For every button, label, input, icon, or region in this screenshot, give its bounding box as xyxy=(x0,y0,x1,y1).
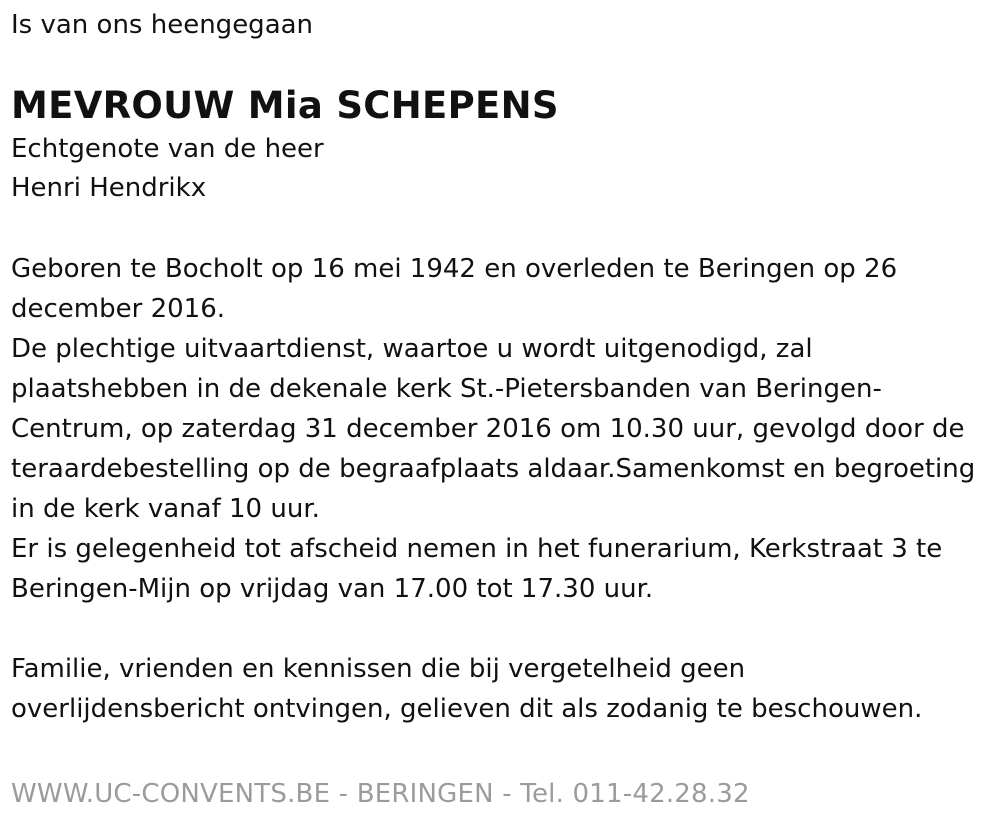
spouse-line-1: Echtgenote van de heer xyxy=(11,134,324,164)
footer-contact: WWW.UC-CONVENTS.BE - BERINGEN - Tel. 011-42.28.32 xyxy=(11,779,750,809)
death-notice xyxy=(11,0,986,729)
spouse-block xyxy=(11,130,986,208)
farewell-paragraph: Er is gelegenheid tot afscheid nemen in het funerarium, Kerkstraat 3 te Beringen-Mijn op vrijdag van 17.00 tot 17.30 uur. xyxy=(11,534,943,604)
funeral-service-paragraph: De plechtige uitvaartdienst, waartoe u wordt uitgenodigd, zal plaatshebben in de dekenale kerk St.-Pietersbanden van Beringen-Centrum, op zaterdag 31 december 2016 om 10.30 uur, gevolgd door de teraardebestelling op de begraafplaats aldaar.Samenkomst en begroeting in de kerk vanaf 10 uur. xyxy=(11,334,976,524)
notice-body xyxy=(11,249,986,609)
intro-line: Is van ons heengegaan xyxy=(11,10,314,40)
closing-paragraph: Familie, vrienden en kennissen die bij vergetelheid geen overlijdensbericht ontvingen, gelieven dit als zodanig te beschouwen. xyxy=(11,654,923,724)
spouse-line-2: Henri Hendrikx xyxy=(11,173,207,203)
birth-death-paragraph: Geboren te Bocholt op 16 mei 1942 en overleden te Beringen op 26 december 2016. xyxy=(11,254,898,324)
deceased-name: MEVROUW Mia SCHEPENS xyxy=(11,84,559,127)
